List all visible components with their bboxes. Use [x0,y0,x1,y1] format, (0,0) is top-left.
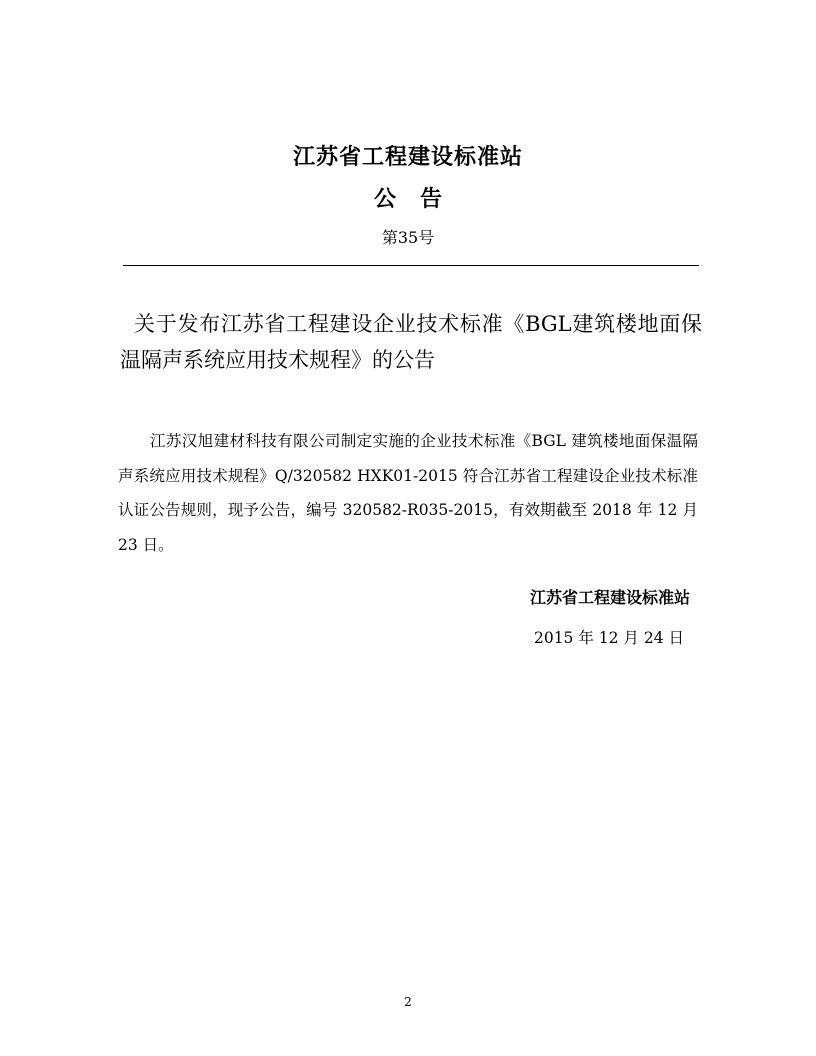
signature-org: 江苏省工程建设标准站 [529,588,690,607]
org-title: 江苏省工程建设标准站 [292,144,523,170]
notice-title: 公告 [373,186,466,212]
page-number: 2 [404,995,412,1009]
header-divider [123,265,699,266]
doc-number: 第35号 [381,228,435,247]
notice-body: 江苏汉旭建材科技有限公司制定实施的企业技术标准《BGL 建筑楼地面保温隔声系统应用技术规程》Q/320582 HXK01-2015 符合江苏省工程建设企业技术标准认证公告规则，现予公告，编号 320582-R035-2015，有效期截至 2018 年 12 月 23 日。 [118,432,698,554]
notice-subject: 关于发布江苏省工程建设企业技术标准《BGL建筑楼地面保温隔声系统应用技术规程》的公告 [120,312,702,372]
signature-date: 2015 年 12 月 24 日 [533,629,684,647]
